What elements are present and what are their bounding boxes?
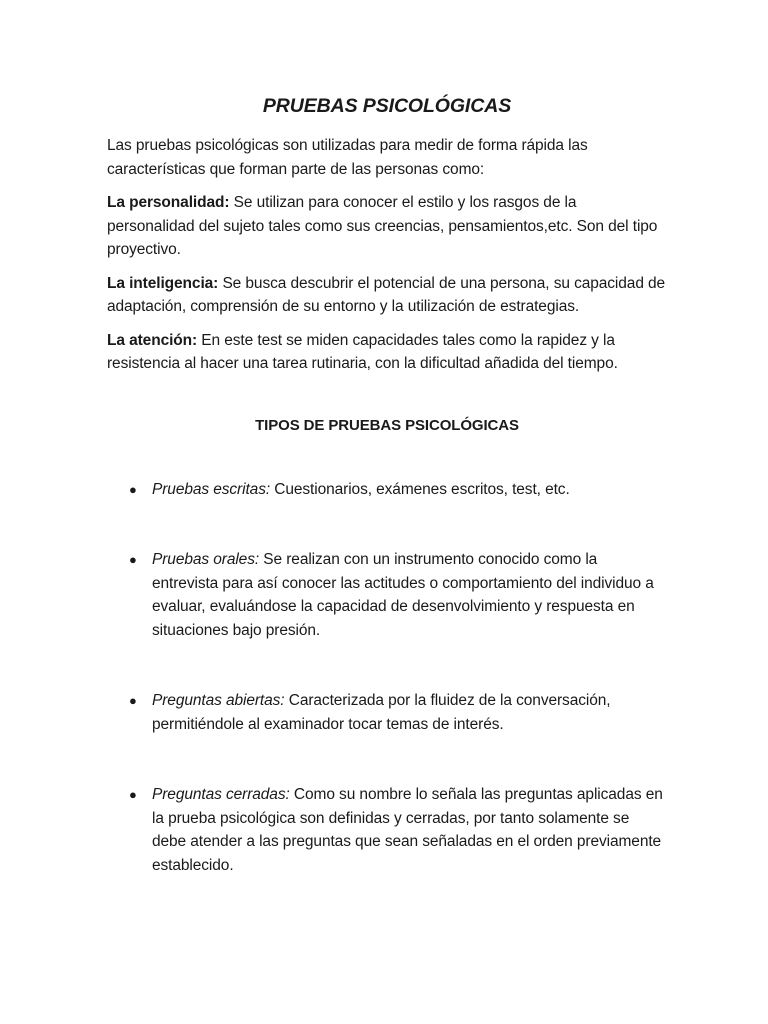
list-item-text: Se realizan con un instrumento conocido como la entrevista para así conocer las actitudes o comportamiento del individuo a evaluar, evaluándose la capacidad de desenvolvimiento y respuesta en situaciones bajo presión. — [152, 551, 654, 639]
list-item-pruebas-orales — [107, 548, 667, 642]
list-item-term: Preguntas cerradas: — [152, 786, 290, 803]
bullet-icon: ● — [129, 481, 137, 497]
section-text: Se utilizan para conocer el estilo y los rasgos de la personalidad del sujeto tales como sus creencias, pensamientos,etc. Son del tipo proyectivo. — [107, 194, 658, 258]
list-item-term: Pruebas orales: — [152, 551, 260, 568]
document-body — [107, 92, 667, 877]
bullet-icon: ● — [129, 787, 137, 802]
list-item-pruebas-escritas — [107, 478, 667, 502]
types-list — [107, 478, 667, 878]
section-personalidad — [107, 191, 667, 262]
list-item-text: Caracterizada por la fluidez de la conversación, permitiéndole al examinador tocar temas de interés. — [152, 692, 611, 733]
types-subtitle: TIPOS DE PRUEBAS PSICOLÓGICAS — [255, 416, 519, 434]
section-term: La atención: — [107, 331, 198, 349]
section-text: En este test se miden capacidades tales como la rapidez y la resistencia al hacer una tarea rutinaria, con la dificultad añadida del tiempo. — [107, 331, 618, 372]
section-term: La inteligencia: — [107, 274, 219, 292]
list-item-preguntas-cerradas — [107, 783, 667, 877]
section-inteligencia — [107, 272, 667, 319]
list-item-preguntas-abiertas — [107, 689, 667, 736]
document-title: PRUEBAS PSICOLÓGICAS — [262, 95, 512, 117]
bullet-icon: ● — [129, 552, 137, 567]
bullet-icon: ● — [129, 693, 137, 708]
list-item-text: Como su nombre lo señala las preguntas aplicadas en la prueba psicológica son definidas y cerradas, por tanto solamente se debe atender a las preguntas que sean señaladas en el orden previamente establecido. — [152, 786, 663, 874]
list-item-text: Cuestionarios, exámenes escritos, test, etc. — [270, 480, 570, 498]
section-text: Se busca descubrir el potencial de una persona, su capacidad de adaptación, comprensión de su entorno y la utilización de estrategias. — [107, 274, 666, 315]
section-atencion — [107, 329, 667, 376]
section-term: La personalidad: — [107, 194, 230, 211]
intro-paragraph: Las pruebas psicológicas son utilizadas para medir de forma rápida las características que forman parte de las personas como: — [107, 137, 588, 178]
list-item-term: Preguntas abiertas: — [152, 692, 285, 709]
list-item-term: Pruebas escritas: — [152, 480, 271, 498]
